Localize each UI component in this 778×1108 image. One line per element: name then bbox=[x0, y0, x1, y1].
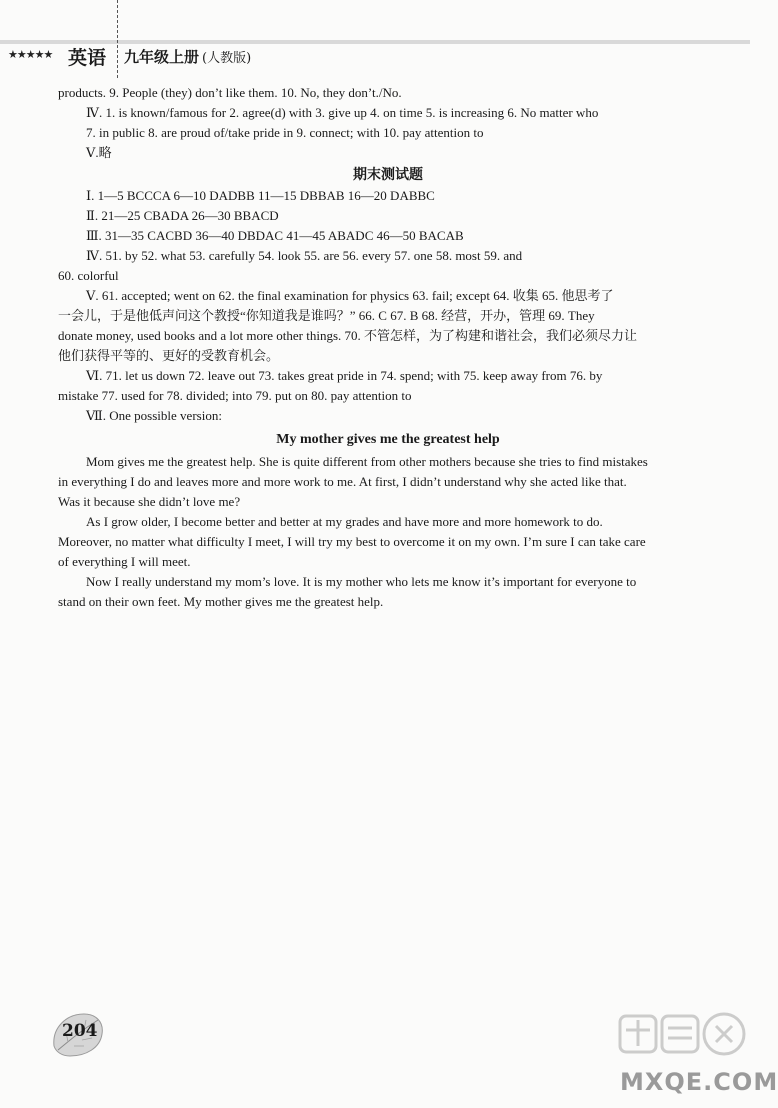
essay-line: stand on their own feet. My mother gives me the greatest help. bbox=[58, 594, 384, 609]
answer-line: 60. colorful bbox=[58, 268, 119, 283]
answer-line: Ⅵ. 71. let us down 72. leave out 73. takes great pride in 74. spend; with 75. keep away from 76. by bbox=[86, 368, 603, 383]
answer-line: Ⅰ. 1—5 BCCCA 6—10 DADBB 11—15 DBBAB 16—20 DABBC bbox=[86, 188, 435, 203]
essay-title: My mother gives me the greatest help bbox=[276, 432, 500, 447]
page-number: 204 bbox=[62, 1021, 98, 1041]
answer-text: 略 bbox=[98, 145, 112, 160]
answer-line: 7. in public 8. are proud of/take pride in 9. connect; with 10. pay attention to bbox=[86, 125, 484, 140]
answer-content bbox=[58, 83, 718, 612]
rating-stars-icon: ★★★★★ bbox=[8, 48, 53, 61]
answer-line: Ⅲ. 31—35 CACBD 36—40 DBDAC 41—45 ABADC 46—50 BACAB bbox=[86, 228, 464, 243]
essay-line: of everything I will meet. bbox=[58, 554, 191, 569]
watermark-text: MXQE.COM bbox=[620, 1068, 778, 1096]
header-divider bbox=[117, 0, 118, 78]
roman-numeral: Ⅳ. bbox=[86, 105, 103, 120]
answer-line: mistake 77. used for 78. divided; into 79. put on 80. pay attention to bbox=[58, 388, 412, 403]
grade-label: 九年级上册 bbox=[124, 48, 200, 66]
answer-line: products. 9. People (they) don’t like them. 10. No, they don’t./No. bbox=[58, 85, 402, 100]
header-band bbox=[0, 40, 750, 44]
answer-line: Ⅳ. 51. by 52. what 53. carefully 54. look 55. are 56. every 57. one 58. most 59. and bbox=[86, 248, 523, 263]
answer-line: Ⅴ. 61. accepted; went on 62. the final examination for physics 63. fail; except 64. 收集 65. 他思考了 bbox=[86, 288, 614, 303]
essay-line: Mom gives me the greatest help. She is quite different from other mothers because she tries to find mistakes bbox=[86, 454, 648, 469]
answer-line bbox=[58, 143, 718, 163]
essay-line: As I grow older, I become better and better at my grades and have more and more homework to do. bbox=[86, 514, 603, 529]
page-header bbox=[0, 40, 750, 70]
essay-line: Was it because she didn’t love me? bbox=[58, 494, 241, 509]
essay-line: in everything I do and leaves more and more work to me. At first, I didn’t understand why she acted like that. bbox=[58, 474, 627, 489]
edition-label: (人教版) bbox=[202, 51, 252, 66]
section-title: 期末测试题 bbox=[353, 167, 423, 183]
essay-line: Now I really understand my mom’s love. It is my mother who lets me know it’s important for everyone to bbox=[86, 574, 637, 589]
essay-line: Moreover, no matter what difficulty I meet, I will try my best to overcome it on my own. I’m sure I can take care bbox=[58, 534, 646, 549]
answer-line: donate money, used books and a lot more other things. 70. 不管怎样，为了构建和谐社会，我们必须尽力让 bbox=[58, 328, 638, 343]
answer-line bbox=[58, 103, 718, 123]
answer-text: 1. is known/famous for 2. agree(d) with 3. give up 4. on time 5. is increasing 6. No matter who bbox=[105, 105, 599, 120]
subject-title: 英语 bbox=[68, 47, 107, 69]
answer-line: Ⅶ. One possible version: bbox=[86, 408, 222, 423]
answer-line: Ⅱ. 21—25 CBADA 26—30 BBACD bbox=[86, 208, 279, 223]
answer-line: 他们获得平等的、更好的受教育机会。 bbox=[58, 348, 280, 363]
answer-line: 一会儿，于是他低声问这个教授“你知道我是谁吗？” 66. C 67. B 68. 经营，开办，管理 69. They bbox=[58, 308, 595, 323]
roman-numeral: Ⅴ. bbox=[86, 145, 99, 160]
